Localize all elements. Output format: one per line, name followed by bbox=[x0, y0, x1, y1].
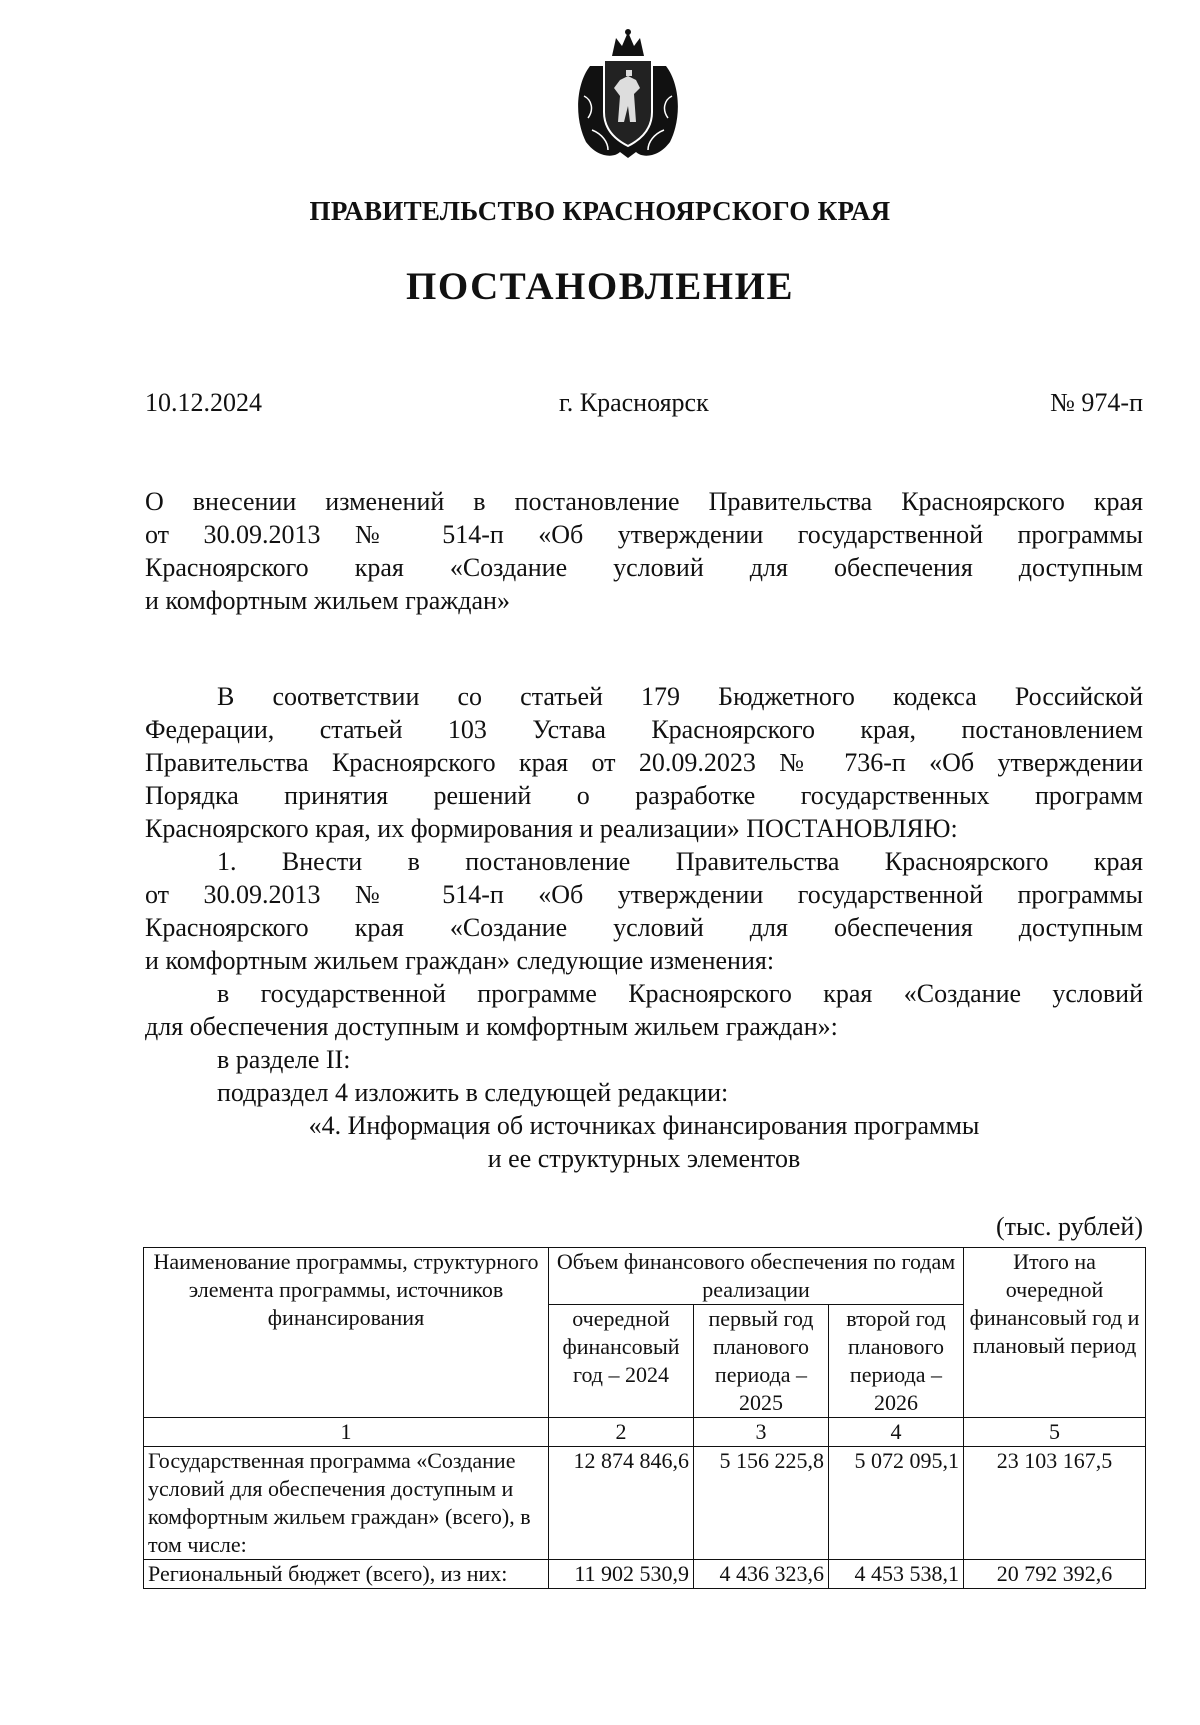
column-number: 5 bbox=[964, 1418, 1146, 1447]
subject-line: от 30.09.2013 № 514-п «Об утверждении государственной программы bbox=[145, 520, 1143, 549]
row-value-2024: 11 902 530,9 bbox=[549, 1560, 694, 1589]
column-number: 4 bbox=[829, 1418, 964, 1447]
row-value-2026: 5 072 095,1 bbox=[829, 1447, 964, 1560]
column-number-row bbox=[144, 1418, 1146, 1447]
row-value-2025: 5 156 225,8 bbox=[694, 1447, 829, 1560]
header-volume-cell: Объем финансового обеспечения по годам реализации bbox=[549, 1248, 964, 1305]
subject-line: Красноярского края «Создание условий для обеспечения доступным bbox=[145, 553, 1143, 582]
coat-of-arms-icon bbox=[568, 26, 688, 162]
program-ref-line: в государственной программе Красноярского края «Создание условий bbox=[217, 979, 1143, 1008]
document-type-title: ПОСТАНОВЛЕНИЕ bbox=[405, 265, 794, 308]
row-value-2025: 4 436 323,6 bbox=[694, 1560, 829, 1589]
column-number: 3 bbox=[694, 1418, 829, 1447]
row-value-2026: 4 453 538,1 bbox=[829, 1560, 964, 1589]
program-ref-line: для обеспечения доступным и комфортным жильем граждан»: bbox=[145, 1012, 838, 1041]
header-year-2026-cell: второй год планового периода – 2026 bbox=[829, 1305, 964, 1418]
preamble-line: В соответствии со статьей 179 Бюджетного кодекса Российской bbox=[217, 682, 1143, 711]
table-row bbox=[144, 1447, 1146, 1560]
item1-line: Красноярского края «Создание условий для обеспечения доступным bbox=[145, 913, 1143, 942]
header-name-cell: Наименование программы, структурного элемента программы, источников финансирования bbox=[144, 1248, 549, 1418]
table-header-row bbox=[144, 1248, 1146, 1305]
document-body bbox=[145, 680, 1143, 1175]
item1-line: 1. Внести в постановление Правительства Красноярского края bbox=[217, 847, 1143, 876]
item1-line: и комфортным жильем граждан» следующие изменения: bbox=[145, 946, 775, 975]
row-value-2024: 12 874 846,6 bbox=[549, 1447, 694, 1560]
header-year-2025-cell: первый год планового периода – 2025 bbox=[694, 1305, 829, 1418]
subsection-ref: подраздел 4 изложить в следующей редакции: bbox=[217, 1078, 729, 1107]
document-number: № 974-п bbox=[1050, 388, 1143, 417]
column-number: 1 bbox=[144, 1418, 549, 1447]
preamble-line: Правительства Красноярского края от 20.09.2023 № 736-п «Об утверждении bbox=[145, 748, 1143, 777]
document-city: г. Красноярск bbox=[559, 388, 709, 417]
item1-line: от 30.09.2013 № 514-п «Об утверждении государственной программы bbox=[145, 880, 1143, 909]
header-total-cell: Итого на очередной финансовый год и плановый период bbox=[964, 1248, 1146, 1418]
row-value-total: 20 792 392,6 bbox=[964, 1560, 1146, 1589]
preamble-line: Порядка принятия решений о разработке государственных программ bbox=[145, 781, 1143, 810]
section-title-line-1: «4. Информация об источниках финансирования программы bbox=[308, 1111, 980, 1140]
issuing-authority: ПРАВИТЕЛЬСТВО КРАСНОЯРСКОГО КРАЯ bbox=[309, 196, 891, 226]
column-number: 2 bbox=[549, 1418, 694, 1447]
row-name-cell: Региональный бюджет (всего), из них: bbox=[144, 1560, 549, 1589]
financing-table bbox=[143, 1247, 1146, 1589]
row-name-cell: Государственная программа «Создание условий для обеспечения доступным и комфортным жильем граждан» (всего), в том числе: bbox=[144, 1447, 549, 1560]
table-units: (тыс. рублей) bbox=[995, 1212, 1143, 1241]
section-title-line-2: и ее структурных элементов bbox=[487, 1144, 801, 1173]
section-ref: в разделе II: bbox=[217, 1045, 351, 1074]
preamble-line: Федерации, статьей 103 Устава Красноярского края, постановлением bbox=[145, 715, 1143, 744]
subject-line: и комфортным жильем граждан» bbox=[145, 586, 510, 615]
document-meta-row bbox=[145, 388, 1143, 422]
table-row bbox=[144, 1560, 1146, 1589]
document-date: 10.12.2024 bbox=[145, 388, 262, 417]
preamble-line: Красноярского края, их формирования и реализации» ПОСТАНОВЛЯЮ: bbox=[145, 814, 958, 843]
subject-line: О внесении изменений в постановление Правительства Красноярского края bbox=[145, 487, 1143, 516]
header-year-2024-cell: очередной финансовый год – 2024 bbox=[549, 1305, 694, 1418]
document-subject bbox=[145, 485, 1143, 617]
row-value-total: 23 103 167,5 bbox=[964, 1447, 1146, 1560]
